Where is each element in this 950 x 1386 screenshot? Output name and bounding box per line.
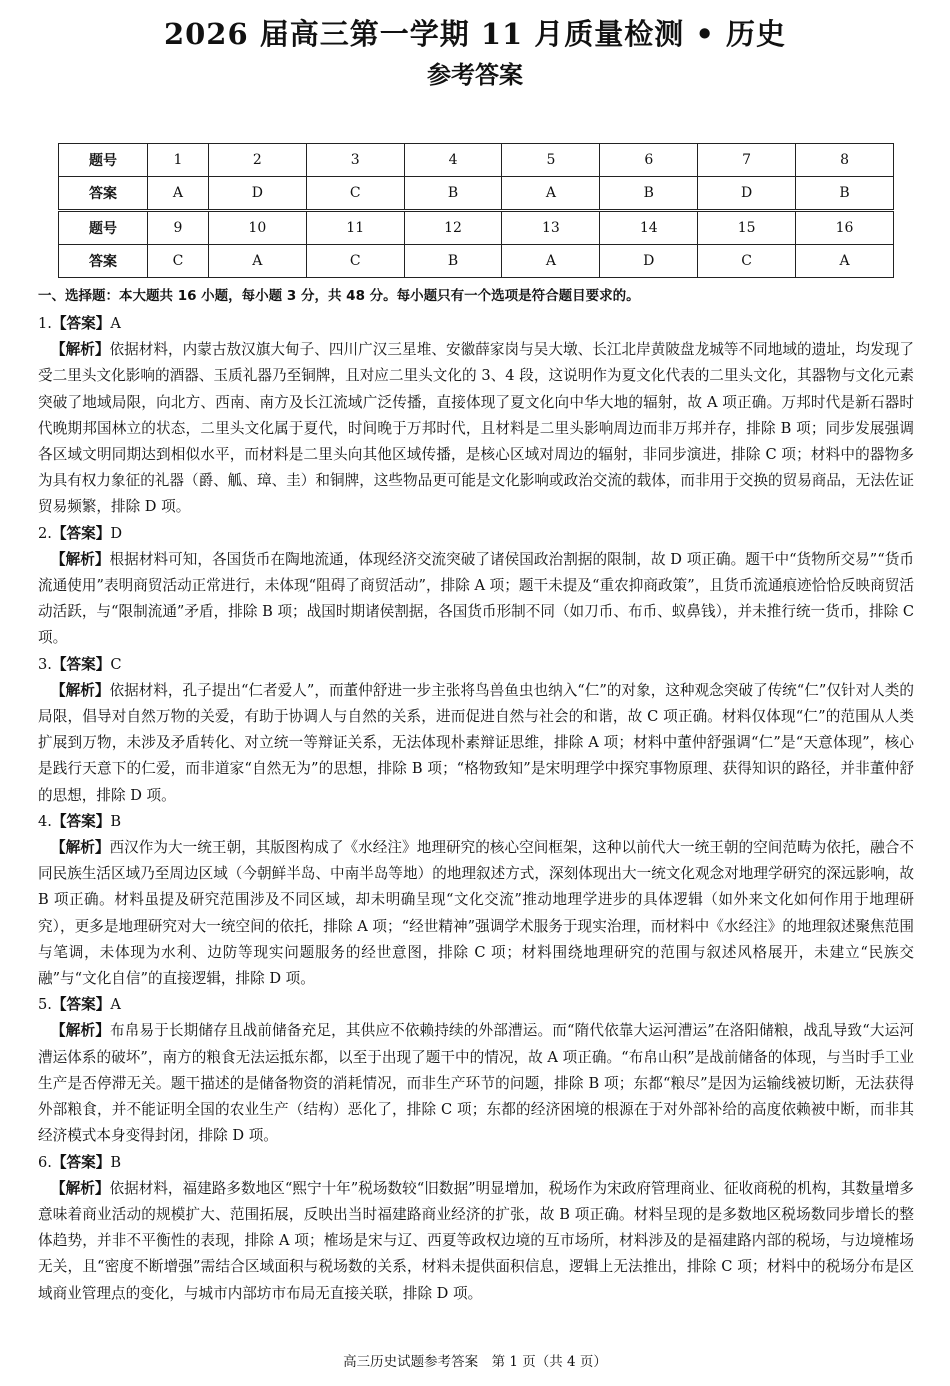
table-cell: 5	[502, 144, 600, 177]
analysis-text: 布帛易于长期储存且战前储备充足，其供应不依赖持续的外部漕运。而“隋代依靠大运河漕运”在洛阳储粮，战乱导致“大运河漕运体系的破坏”，南方的粮食无法运抵东都，以至于出现了题干中的情况，故 A 项正确。“布帛山积”是战前储备的体现，与当时手工业生产是否停滞无关。题干描述的是储备物资的消耗情况，而非生产环节的问题，排除 B 项；东都“粮尽”是因为运输线被切断，无法获得外部粮食，并不能证明全国的农业生产（结构）恶化了，排除 C 项；东都的经济困境的根源在于对外部补给的高度依赖被中断，而非其经济模式本身变得封闭，排除 D 项。	[38, 1022, 914, 1145]
answer-tag: 【答案】	[51, 655, 111, 673]
question-block-3	[38, 652, 914, 809]
analysis-paragraph	[38, 835, 914, 992]
question-block-6	[38, 1150, 914, 1307]
question-number: 6.	[38, 1153, 52, 1171]
question-answer-line	[38, 992, 914, 1018]
analysis-tag: 【解析】	[51, 1022, 110, 1040]
table-cell: 1	[148, 144, 209, 177]
table-row-answers-1	[59, 177, 894, 211]
question-answer-line	[38, 652, 914, 678]
table-cell: 8	[796, 144, 894, 177]
table-cell: 7	[698, 144, 796, 177]
question-block-5	[38, 992, 914, 1149]
table-cell: 13	[502, 211, 600, 245]
answer-key-table	[58, 143, 894, 278]
analysis-paragraph	[38, 1018, 914, 1149]
table-cell: A	[796, 245, 894, 278]
table-cell: 10	[208, 211, 306, 245]
table-cell: 4	[404, 144, 502, 177]
section-heading: 一、选择题：本大题共 16 小题，每小题 3 分，共 48 分。每小题只有一个选项是符合题目要求的。	[38, 288, 640, 304]
answer-letter: C	[110, 655, 122, 673]
table-row-question-numbers-1	[59, 144, 894, 177]
table-cell: 12	[404, 211, 502, 245]
answer-explanations	[38, 311, 914, 1307]
table-cell: 15	[698, 211, 796, 245]
page-subtitle: 参考答案	[427, 60, 523, 89]
table-cell: A	[208, 245, 306, 278]
table-cell: A	[148, 177, 209, 211]
question-answer-line	[38, 809, 914, 835]
table-cell: B	[404, 177, 502, 211]
answer-tag: 【答案】	[51, 315, 111, 332]
page-footer: 高三历史试题参考答案 第 1 页（共 4 页）	[343, 1354, 607, 1370]
analysis-paragraph	[38, 337, 914, 520]
table-cell: C	[306, 177, 404, 211]
table-cell: 2	[208, 144, 306, 177]
analysis-paragraph	[38, 1176, 914, 1307]
analysis-tag: 【解析】	[51, 341, 110, 359]
answer-letter: B	[110, 812, 122, 830]
analysis-paragraph	[38, 678, 914, 809]
question-block-4	[38, 809, 914, 992]
row-label-question: 题号	[59, 211, 148, 245]
analysis-text: 依据材料，内蒙古敖汉旗大甸子、四川广汉三星堆、安徽薛家岗与吴大墩、长江北岸黄陂盘龙城等不同地域的遗址，均发现了受二里头文化影响的酒器、玉质礼器乃至铜牌，且对应二里头文化的 3、4 段，这说明作为夏文化代表的二里头文化，其器物与文化元素突破了地域局限，向北方、西南、南方及长江流域广泛传播，直接体现了夏文化向中华大地的辐射，故 A 项正确。万邦时代是新石器时代晚期邦国林立的状态，二里头文化属于夏代，时间晚于万邦时代，且材料是二里头影响周边而非万邦并存，排除 B 项；同步发展强调各区域文明同期达到相似水平，而材料是二里头向其他区域传播，是核心区域对周边的辐射，非同步演进，排除 C 项；材料中的器物多为具有权力象征的礼器（爵、觚、璋、圭）和铜牌，这些物品更可能是文化影响或政治交流的载体，而非用于交换的贸易商品，无法佐证贸易频繁，排除 D 项。	[38, 341, 914, 516]
answer-letter: D	[110, 524, 123, 542]
table-cell: B	[404, 245, 502, 278]
question-block-1	[38, 311, 914, 521]
table-cell: 6	[600, 144, 698, 177]
answer-tag: 【答案】	[51, 524, 111, 542]
question-number: 1.	[38, 315, 52, 332]
question-answer-line	[38, 1150, 914, 1176]
table-cell: A	[502, 177, 600, 211]
row-label-answer: 答案	[59, 177, 148, 211]
analysis-tag: 【解析】	[51, 550, 110, 568]
table-cell: B	[600, 177, 698, 211]
answer-tag: 【答案】	[51, 1153, 111, 1171]
table-cell: D	[208, 177, 306, 211]
analysis-tag: 【解析】	[51, 1179, 110, 1197]
analysis-tag: 【解析】	[51, 681, 110, 699]
table-cell: C	[148, 245, 209, 278]
question-number: 2.	[38, 524, 52, 542]
table-cell: 3	[306, 144, 404, 177]
question-answer-line	[38, 521, 914, 547]
table-row-question-numbers-2	[59, 211, 894, 245]
table-row-answers-2	[59, 245, 894, 278]
question-block-2	[38, 521, 914, 652]
table-cell: C	[306, 245, 404, 278]
table-cell: C	[698, 245, 796, 278]
table-cell: 11	[306, 211, 404, 245]
analysis-text: 依据材料，孔子提出“仁者爱人”，而董仲舒进一步主张将鸟兽鱼虫也纳入“仁”的对象，这种观念突破了传统“仁”仅针对人类的局限，倡导对自然万物的关爱，有助于协调人与自然的关系，进而促进自然与社会的和谐，故 C 项正确。材料仅体现“仁”的范围从人类扩展到万物，未涉及矛盾转化、对立统一等辩证关系，无法体现朴素辩证思维，排除 A 项；材料中董仲舒强调“仁”是“天意体现”，核心是践行天意下的仁爱，而非道家“自然无为”的思想，排除 B 项；“格物致知”是宋明理学中探究事物原理、获得知识的路径，并非董仲舒的思想，排除 D 项。	[38, 681, 914, 804]
table-cell: D	[600, 245, 698, 278]
answer-letter: A	[110, 996, 121, 1014]
question-number: 3.	[38, 655, 52, 673]
analysis-tag: 【解析】	[51, 839, 110, 857]
question-answer-line	[38, 311, 914, 337]
table-cell: B	[796, 177, 894, 211]
table-cell: 16	[796, 211, 894, 245]
table-cell: A	[502, 245, 600, 278]
answer-letter: A	[110, 315, 121, 332]
answer-tag: 【答案】	[51, 812, 111, 830]
analysis-text: 依据材料，福建路多数地区“熙宁十年”税场数较“旧数据”明显增加，税场作为宋政府管理商业、征收商税的机构，其数量增多意味着商业活动的规模扩大、范围拓展，反映出当时福建路商业经济的扩张，故 B 项正确。材料呈现的是多数地区税场数同步增长的整体趋势，并非不平衡性的表现，排除 A 项；榷场是宋与辽、西夏等政权边境的互市场所，材料涉及的是福建路内部的税场，与边境榷场无关，且“密度不断增强”需结合区域面积与税场数的关系，材料未提供面积信息，逻辑上无法推出，排除 C 项；材料中的税场分布是区域商业管理点的变化，与城市内部坊市布局无直接关联，排除 D 项。	[38, 1179, 914, 1302]
table-cell: 14	[600, 211, 698, 245]
analysis-paragraph	[38, 547, 914, 652]
analysis-text: 西汉作为大一统王朝，其版图构成了《水经注》地理研究的核心空间框架，这种以前代大一统王朝的空间范畴为依托，融合不同民族生活区域乃至周边区域（今朝鲜半岛、中南半岛等地）的地理叙述方式，深刻体现出大一统文化观念对地理学研究的深远影响，故 B 项正确。材料虽提及研究范围涉及不同区域，却未明确呈现“文化交流”推动地理学进步的具体逻辑（如外来文化如何作用于地理研究），更多是地理研究对大一统空间的依托，排除 A 项；“经世精神”强调学术服务于现实治理，而材料中《水经注》的地理叙述聚焦范围与笔调，未体现为水利、边防等现实问题服务的经世意图，排除 C 项；材料围绕地理研究的范围与叙述风格展开，未建立“民族交融”与“文化自信”的直接逻辑，排除 D 项。	[38, 839, 914, 988]
page-title: 2026 届高三第一学期 11 月质量检测 • 历史	[163, 17, 787, 51]
analysis-text: 根据材料可知，各国货币在陶地流通，体现经济交流突破了诸侯国政治割据的限制，故 D 项正确。题干中“货物所交易”“货币流通使用”表明商贸活动正常进行，未体现“阻碍了商贸活动”，排除 A 项；题干未提及“重农抑商政策”，且货币流通痕迹恰恰反映商贸活动活跃，与“限制流通”矛盾，排除 B 项；战国时期诸侯割据，各国货币形制不同（如刀币、布币、蚁鼻钱），并未推行统一货币，排除 C 项。	[38, 550, 914, 647]
answer-letter: B	[110, 1153, 122, 1171]
question-number: 4.	[38, 812, 52, 830]
question-number: 5.	[38, 996, 52, 1014]
row-label-answer: 答案	[59, 245, 148, 278]
answer-tag: 【答案】	[51, 996, 111, 1014]
table-cell: 9	[148, 211, 209, 245]
row-label-question: 题号	[59, 144, 148, 177]
table-cell: D	[698, 177, 796, 211]
